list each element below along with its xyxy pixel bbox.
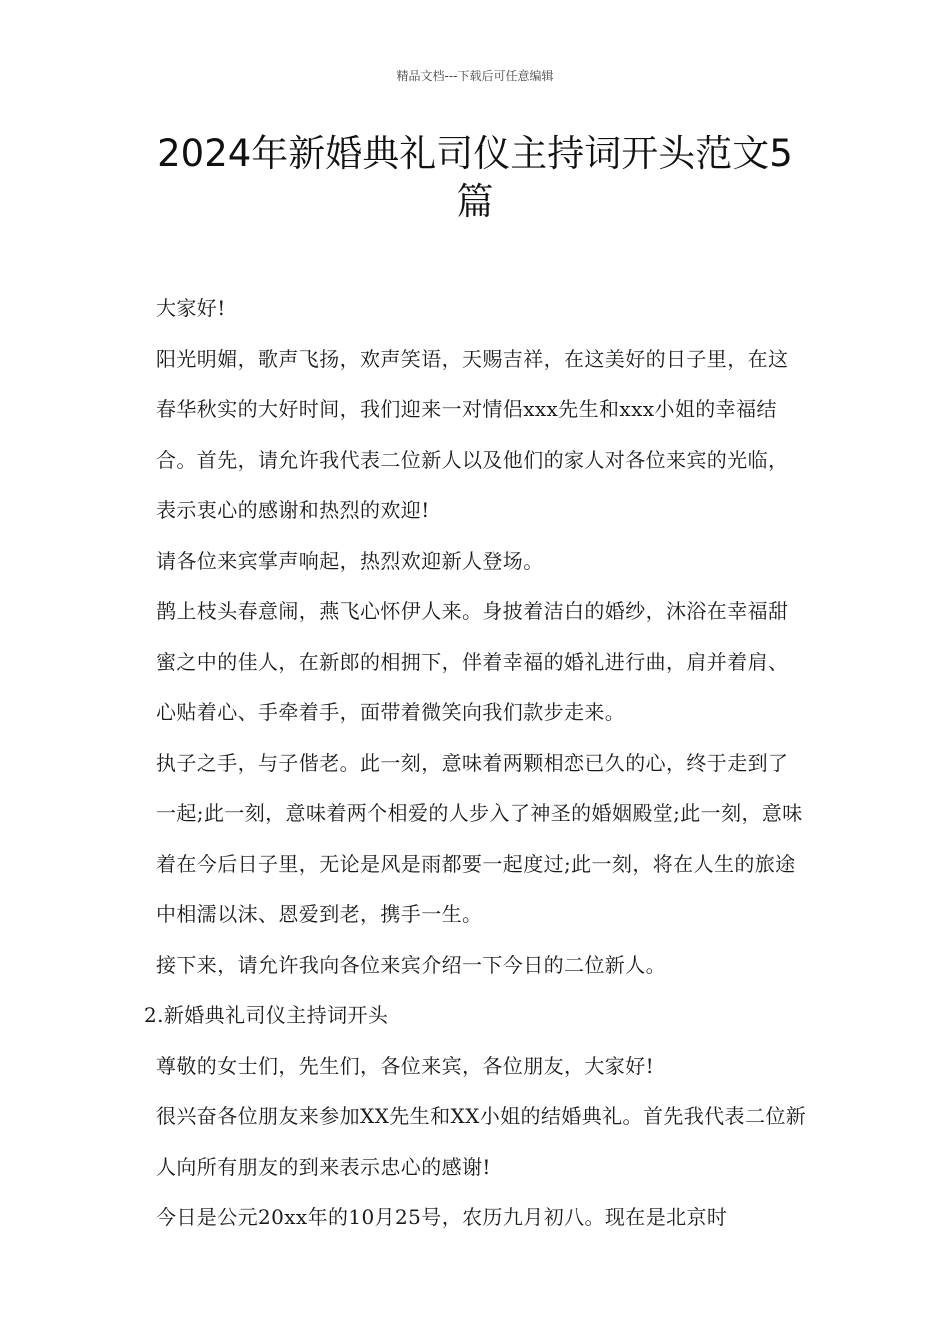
body-paragraph: 接下来，请允许我向各位来宾介绍一下今日的二位新人。 <box>156 952 666 977</box>
document-body <box>144 283 808 1243</box>
body-paragraph: 执子之手，与子偕老。此一刻，意味着两颗相恋已久的心，终于走到了一起;此一刻，意味着两个相爱的人步入了神圣的婚姻殿堂;此一刻，意味着在今后日子里，无论是风是雨都要一起度过;此一刻，将在人生的旅途中相濡以沫、恩爱到老，携手一生。 <box>156 750 803 926</box>
body-paragraph: 阳光明媚，歌声飞扬，欢声笑语，天赐吉祥，在这美好的日子里，在这春华秋实的大好时间，我们迎来一对情侣xxx先生和xxx小姐的幸福结合。首先，请允许我代表二位新人以及他们的家人对各位来宾的光临，表示衷心的感谢和热烈的欢迎! <box>156 346 789 522</box>
body-paragraph: 很兴奋各位朋友来参加XX先生和XX小姐的结婚典礼。首先我代表二位新人向所有朋友的到来表示忠心的感谢! <box>156 1104 807 1179</box>
body-paragraph: 鹊上枝头春意闹，燕飞心怀伊人来。身披着洁白的婚纱，沐浴在幸福甜蜜之中的佳人，在新郎的相拥下，伴着幸福的婚礼进行曲，肩并着肩、心贴着心、手牵着手，面带着微笑向我们款步走来。 <box>156 599 789 724</box>
body-paragraph: 大家好! <box>156 296 226 320</box>
section-heading: 2.新婚典礼司仪主持词开头 <box>144 1003 389 1027</box>
body-paragraph: 请各位来宾掌声响起，热烈欢迎新人登场。 <box>156 548 544 573</box>
document-title: 2024年新婚典礼司仪主持词开头范文5篇 <box>157 132 793 223</box>
header-note: 精品文档---下载后可任意编辑 <box>396 69 554 83</box>
body-paragraph: 尊敬的女士们，先生们，各位来宾，各位朋友，大家好! <box>156 1053 655 1078</box>
body-paragraph: 今日是公元20xx年的10月25号，农历九月初八。现在是北京时 <box>156 1205 728 1229</box>
